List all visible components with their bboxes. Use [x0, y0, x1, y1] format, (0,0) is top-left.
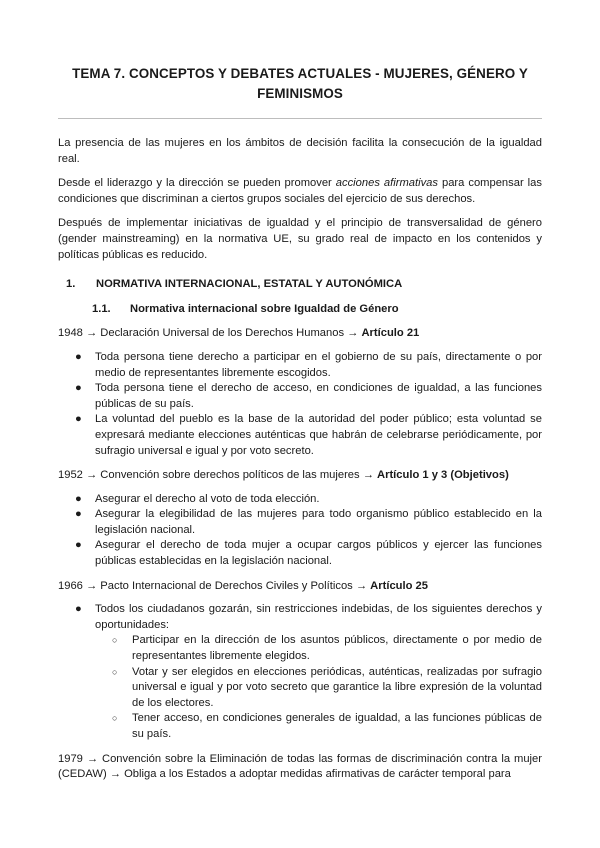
list-item: ● La voluntad del pueblo es la base de la autoridad del poder público; esta voluntad se expresará mediante elecciones auténticas que habrán de celebrarse periódicamente, por sufragio universal e igual y por voto secreto.: [75, 413, 542, 457]
entry-1948: 1948 → Declaración Universal de los Derechos Humanos → Artículo 21: [58, 327, 420, 340]
entry-1966: 1966 → Pacto Internacional de Derechos Civiles y Políticos → Artículo 25: [58, 579, 428, 592]
list-item: ● Asegurar la elegibilidad de las mujeres para todo organismo público establecido en la legislación nacional.: [75, 508, 542, 536]
emphasis-acciones-afirmativas: acciones afirmativas: [335, 177, 438, 190]
circle-bullet-icon: ○: [112, 635, 118, 646]
list-item: ● Asegurar el derecho de toda mujer a ocupar cargos públicos y ejercer las funciones públicas establecidas en la legislación nacional.: [75, 539, 542, 568]
list-item: ● Toda persona tiene derecho a participar en el gobierno de su país, directamente o por medio de representantes libremente escogidos.: [75, 350, 542, 379]
section-heading-1: 1. NORMATIVA INTERNACIONAL, ESTATAL Y AUTONÓMICA: [66, 278, 403, 291]
bullet-icon: ●: [75, 350, 82, 363]
bullet-icon: ●: [75, 492, 82, 505]
page-title: TEMA 7. CONCEPTOS Y DEBATES ACTUALES - MUJERES, GÉNERO Y FEMINISMOS: [72, 66, 528, 101]
bullet-icon: ●: [75, 539, 82, 552]
entry-1952: 1952 → Convención sobre derechos políticos de las mujeres → Artículo 1 y 3 (Objetivos): [58, 469, 509, 482]
intro-paragraph-1: La presencia de las mujeres en los ámbitos de decisión facilita la consecución de la igualdad real.: [58, 137, 542, 165]
bullet-icon: ●: [75, 413, 82, 426]
list-item: ● Asegurar el derecho al voto de toda elección.: [58, 492, 542, 508]
title-divider: [58, 118, 542, 119]
sublist-item: ○ Tener acceso, en condiciones generales de igualdad, a las funciones públicas de su país.: [112, 712, 542, 740]
list-1948: [58, 350, 542, 459]
section-heading-1-1: 1.1. Normativa internacional sobre Igualdad de Género: [92, 302, 399, 315]
sublist-item: ○ Participar en la dirección de los asuntos públicos, directamente o por medio de representantes libremente elegidos.: [112, 634, 542, 663]
intro-paragraph-2: Desde el liderazgo y la dirección se pueden promover acciones afirmativas para compensar las condiciones que discriminan a ciertos grupos sociales del ejercicio de sus derechos.: [58, 177, 542, 205]
bullet-icon: ●: [75, 603, 82, 616]
sublist-1966: [95, 633, 542, 742]
list-item: ● Toda persona tiene el derecho de acceso, en condiciones de igualdad, a las funciones públicas de su país.: [75, 382, 542, 410]
list-item: ● Todos los ciudadanos gozarán, sin restricciones indebidas, de los siguientes derechos y oportunidades: ○ Participar en la dirección de los asuntos públicos, directamente o por medio de representantes libremente elegidos. ○ Votar y ser elegidos en elecciones periódicas, auténticas, realizadas por sufragio universal e igual y por voto secreto que garantice la libre expresión de la voluntad de los electores. ○ Tener acceso, en condiciones generales de igualdad, a las funciones públicas de su país.: [58, 602, 542, 742]
entry-1979: 1979 → Convención sobre la Eliminación de todas las formas de discriminación contra la mujer (CEDAW) → Obliga a los Estados a adoptar medidas afirmativas de carácter temporal para: [58, 752, 542, 781]
bullet-icon: ●: [75, 508, 82, 521]
list-1966: [58, 602, 542, 742]
intro-paragraph-3: Después de implementar iniciativas de igualdad y el principio de transversalidad de género (gender mainstreaming) en la normativa UE, su grado real de impacto en los contenidos y políticas públicas es reducido.: [58, 217, 542, 261]
list-1952: [58, 492, 542, 570]
sublist-item: ○ Votar y ser elegidos en elecciones periódicas, auténticas, realizadas por sufragio universal e igual y por voto secreto que garantice la libre expresión de la voluntad de los electores.: [112, 665, 542, 709]
bullet-icon: ●: [75, 382, 82, 395]
circle-bullet-icon: ○: [112, 713, 118, 724]
circle-bullet-icon: ○: [112, 666, 118, 677]
